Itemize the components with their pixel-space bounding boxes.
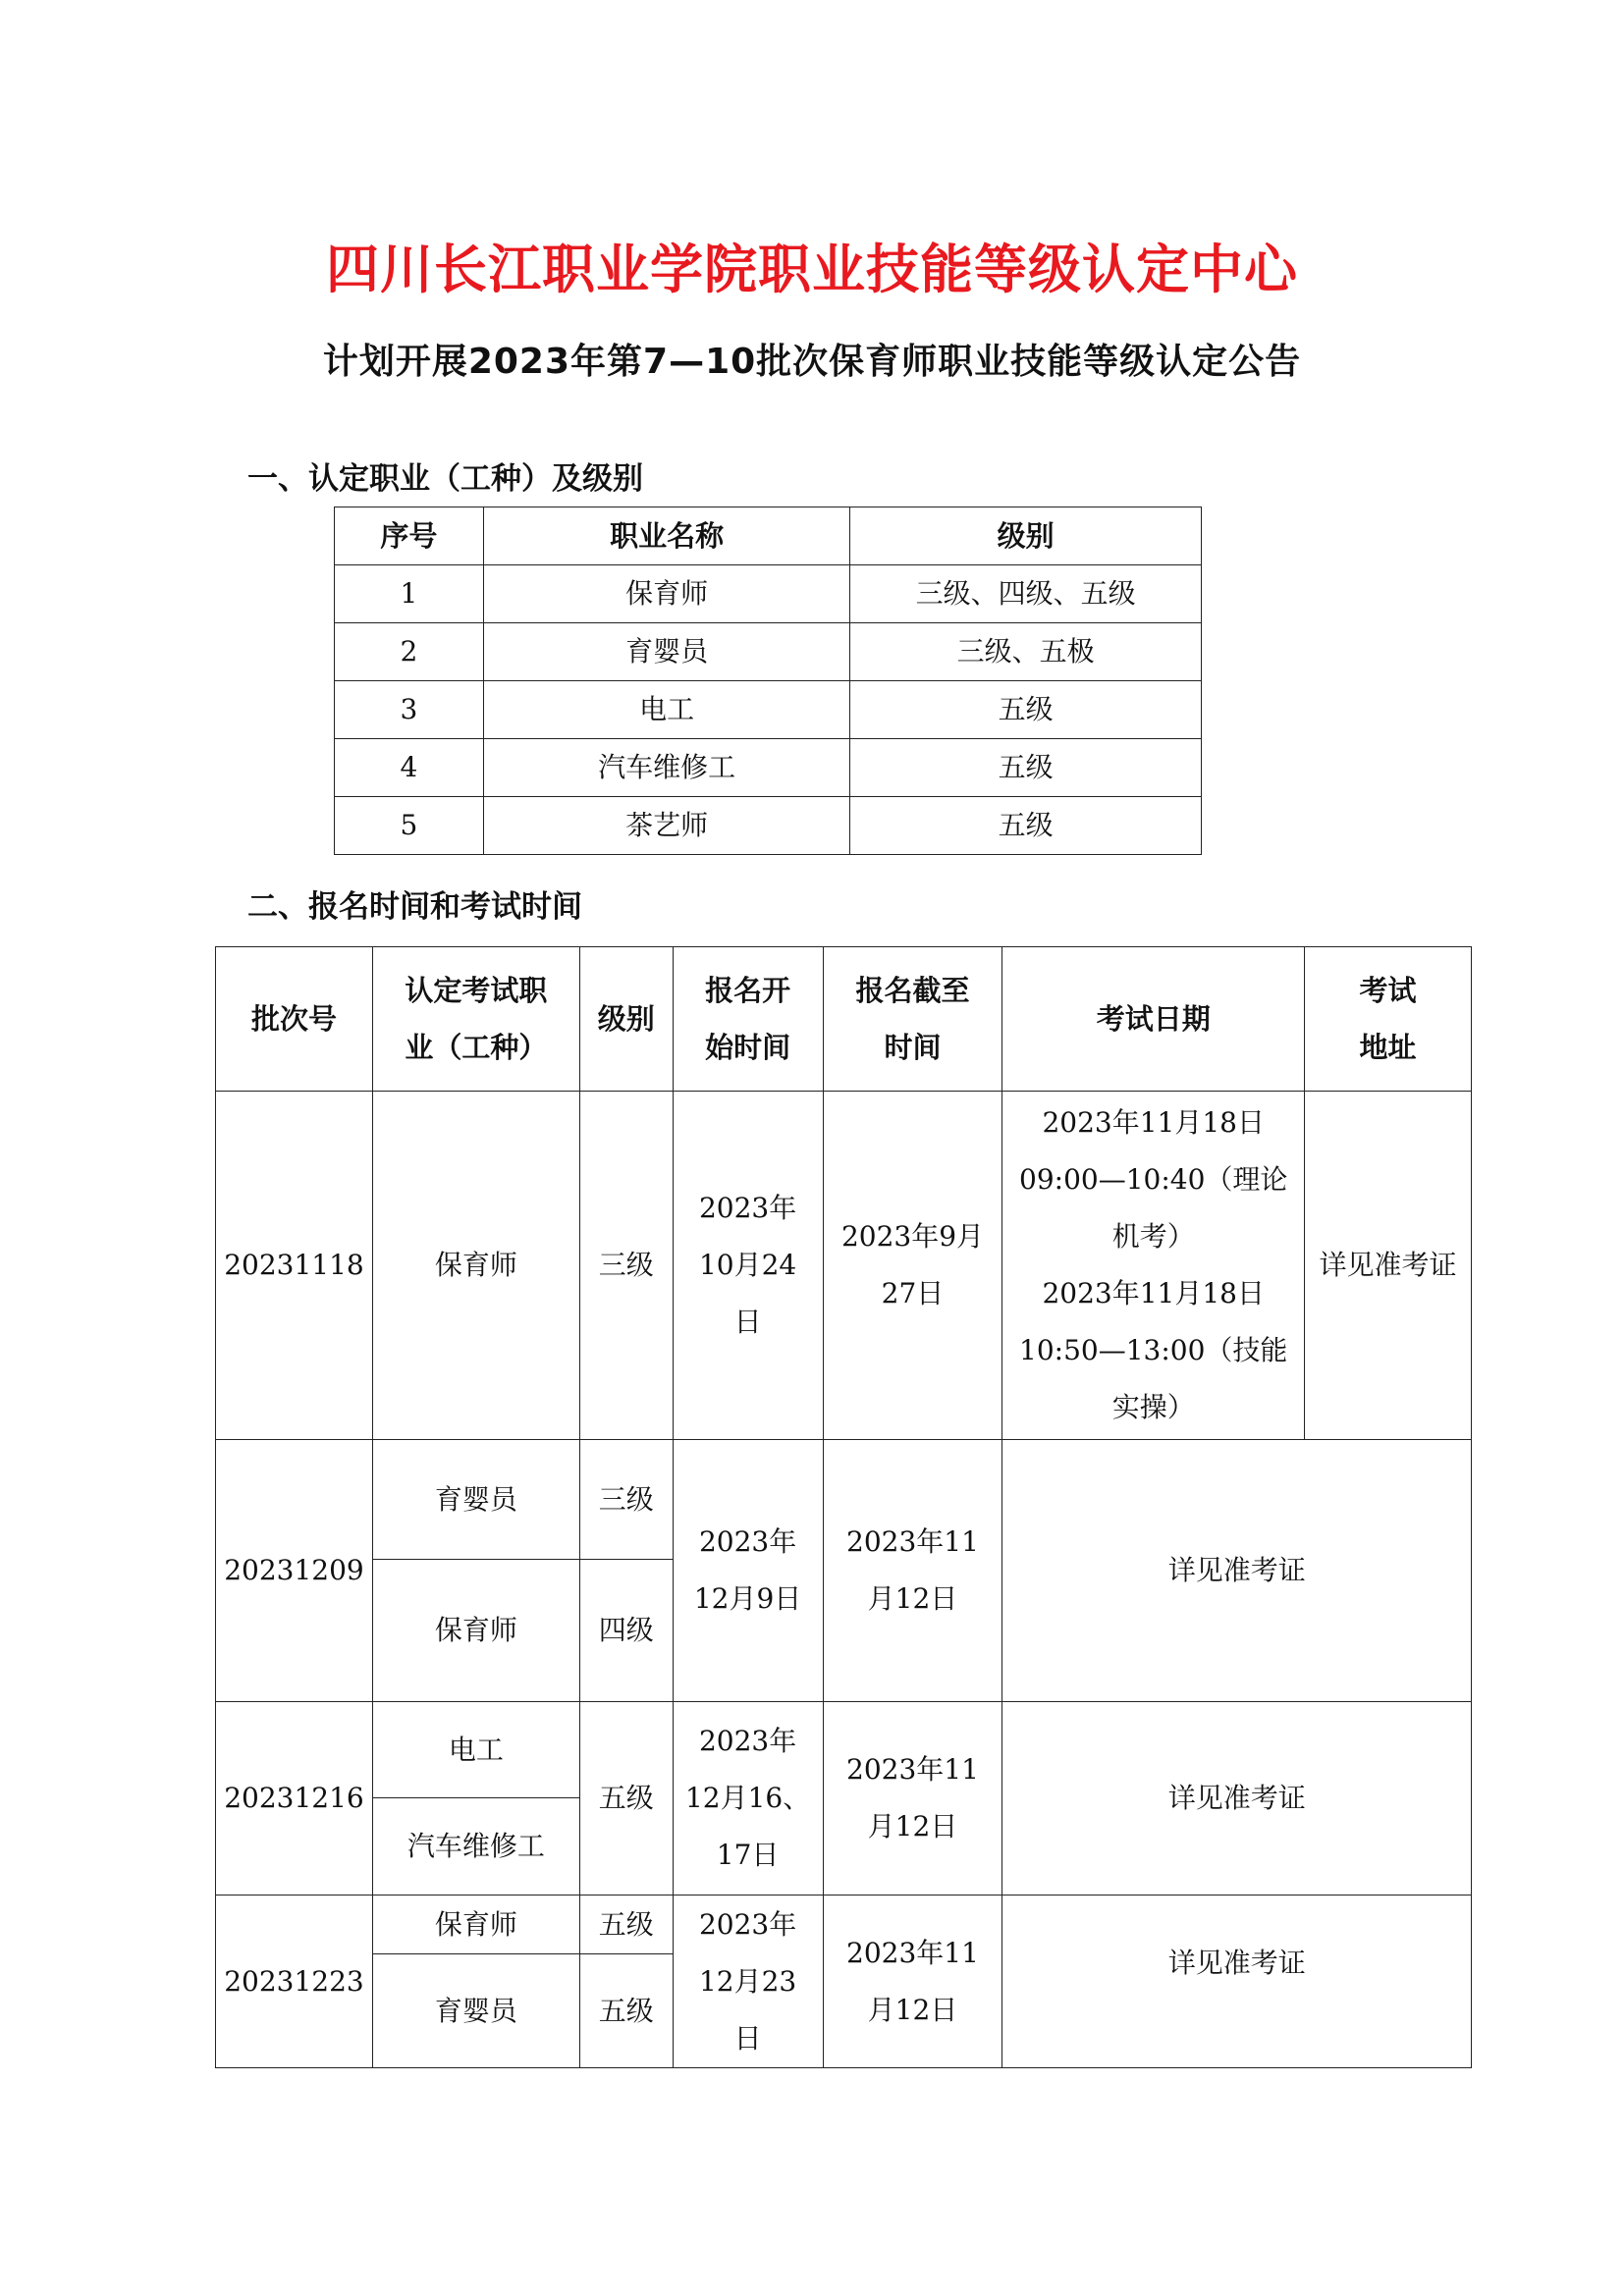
table-header-row (216, 947, 1472, 1092)
header-reg-start: 报名开始时间 (673, 947, 823, 1092)
cell-reg-start: 2023年12月16、17日 (673, 1702, 823, 1896)
header-level: 级别 (850, 507, 1202, 565)
cell-reg-end: 2023年9月27日 (823, 1092, 1002, 1440)
table-row (216, 1440, 1472, 1560)
section-1-heading: 一、认定职业（工种）及级别 (247, 461, 643, 497)
cell-occupation: 保育师 (372, 1560, 579, 1702)
document-title: 四川长江职业学院职业技能等级认定中心 (326, 239, 1298, 300)
cell-exam-date (1002, 1092, 1305, 1440)
cell-level: 五级 (579, 1702, 673, 1896)
table-row (216, 1896, 1472, 1954)
table-row (335, 681, 1202, 739)
cell-index: 2 (335, 623, 484, 681)
cell-occupation: 电工 (372, 1702, 579, 1798)
cell-level: 五级 (579, 1954, 673, 2068)
cell-batch-id: 20231223 (216, 1896, 373, 2068)
exam-practical: 2023年11月18日10:50—13:00（技能实操） (1019, 1277, 1288, 1423)
header-occupation: 认定考试职业（工种） (372, 947, 579, 1092)
cell-reg-end: 2023年11月12日 (823, 1896, 1002, 2068)
cell-index: 5 (335, 797, 484, 855)
table-row (335, 565, 1202, 623)
cell-occupation: 保育师 (483, 565, 850, 623)
cell-level: 五级 (850, 739, 1202, 797)
cell-occupation: 育婴员 (372, 1440, 579, 1560)
cell-level: 三级 (579, 1440, 673, 1560)
cell-batch-id: 20231216 (216, 1702, 373, 1896)
occupation-table (334, 507, 1202, 855)
header-reg-end: 报名截至时间 (823, 947, 1002, 1092)
cell-reg-start: 2023年12月9日 (673, 1440, 823, 1702)
cell-reg-end: 2023年11月12日 (823, 1440, 1002, 1702)
cell-level: 五级 (579, 1896, 673, 1954)
cell-exam-address: 详见准考证 (1305, 1092, 1472, 1440)
header-exam-address: 考试地址 (1305, 947, 1472, 1092)
table-row (216, 1092, 1472, 1440)
cell-level: 五级 (850, 681, 1202, 739)
cell-level: 三级 (579, 1092, 673, 1440)
table-header-row (335, 507, 1202, 565)
schedule-table (215, 946, 1472, 2068)
cell-occupation: 育婴员 (372, 1954, 579, 2068)
cell-index: 3 (335, 681, 484, 739)
cell-exam-info: 详见准考证 (1002, 1440, 1472, 1702)
cell-occupation: 电工 (483, 681, 850, 739)
cell-reg-end: 2023年11月12日 (823, 1702, 1002, 1896)
exam-theory: 2023年11月18日09:00—10:40（理论机考） (1019, 1106, 1288, 1253)
cell-exam-info: 详见准考证 (1002, 1702, 1472, 1896)
cell-batch-id: 20231118 (216, 1092, 373, 1440)
cell-exam-info: 详见准考证 (1002, 1896, 1472, 2068)
cell-occupation: 育婴员 (483, 623, 850, 681)
cell-level: 三级、四级、五级 (850, 565, 1202, 623)
document-subtitle: 计划开展2023年第7—10批次保育师职业技能等级认定公告 (322, 342, 1302, 382)
header-index: 序号 (335, 507, 484, 565)
header-exam-date: 考试日期 (1002, 947, 1305, 1092)
cell-level: 五级 (850, 797, 1202, 855)
cell-reg-start: 2023年12月23日 (673, 1896, 823, 2068)
cell-occupation: 汽车维修工 (483, 739, 850, 797)
header-batch: 批次号 (216, 947, 373, 1092)
cell-level: 四级 (579, 1560, 673, 1702)
section-2-heading: 二、报名时间和考试时间 (247, 889, 582, 925)
header-occupation: 职业名称 (483, 507, 850, 565)
header-level: 级别 (579, 947, 673, 1092)
table-row (216, 1702, 1472, 1798)
cell-index: 1 (335, 565, 484, 623)
table-row (335, 797, 1202, 855)
cell-occupation: 保育师 (372, 1092, 579, 1440)
cell-level: 三级、五极 (850, 623, 1202, 681)
cell-occupation: 汽车维修工 (372, 1798, 579, 1896)
cell-index: 4 (335, 739, 484, 797)
cell-occupation: 茶艺师 (483, 797, 850, 855)
cell-occupation: 保育师 (372, 1896, 579, 1954)
cell-reg-start: 2023年10月24日 (673, 1092, 823, 1440)
table-row (335, 623, 1202, 681)
table-row (335, 739, 1202, 797)
cell-batch-id: 20231209 (216, 1440, 373, 1702)
